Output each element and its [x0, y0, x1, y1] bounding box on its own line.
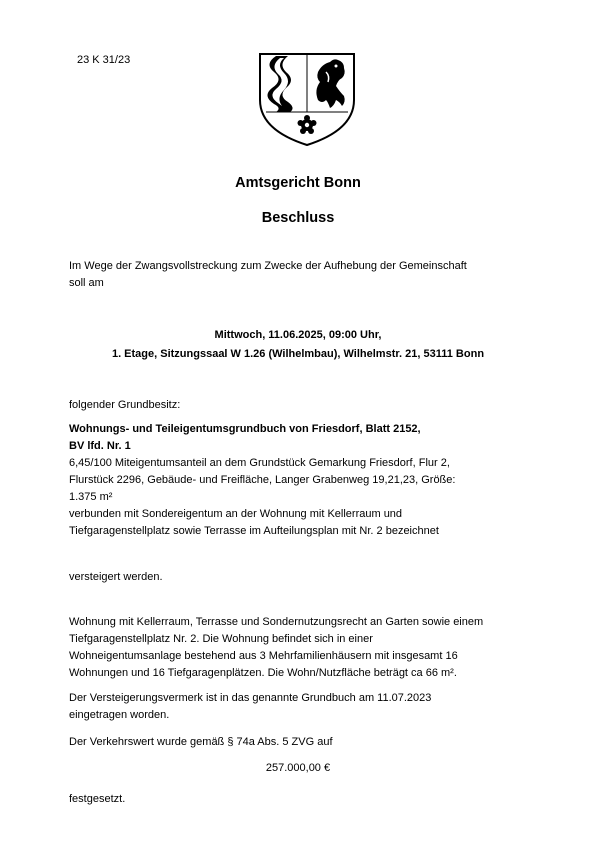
property-intro: folgender Grundbesitz: [69, 399, 181, 411]
details-line: Tiefgaragenstellplatz Nr. 2. Die Wohnung befindet sich in einer [69, 633, 373, 645]
details-line: Wohneigentumsanlage bestehend aus 3 Mehrfamilienhäusern mit insgesamt 16 [69, 650, 458, 662]
land-register-line: BV lfd. Nr. 1 [69, 440, 131, 452]
coat-of-arms-icon [256, 50, 358, 148]
property-description-line: 6,45/100 Miteigentumsanteil an dem Grundstück Gemarkung Friesdorf, Flur 2, [69, 457, 450, 469]
closing-statement: festgesetzt. [69, 793, 126, 805]
valuation-statement: Der Verkehrswert wurde gemäß § 74a Abs. 5 ZVG auf [69, 736, 333, 748]
court-name: Amtsgericht Bonn [235, 175, 361, 191]
property-block [69, 421, 539, 540]
land-register-line: Wohnungs- und Teileigentumsgrundbuch von Friesdorf, Blatt 2152, [69, 423, 421, 435]
registration-line: eingetragen worden. [69, 709, 170, 721]
document-title: Beschluss [261, 210, 335, 226]
property-description-line: Tiefgaragenstellplatz sowie Terrasse im Aufteilungsplan mit Nr. 2 bezeichnet [69, 525, 439, 537]
property-description-line: verbunden mit Sondereigentum an der Wohnung mit Kellerraum und [69, 508, 403, 520]
intro-line: soll am [69, 277, 104, 289]
docket-number: 23 K 31/23 [77, 54, 131, 66]
property-description-line: Flurstück 2296, Gebäude- und Freifläche, Langer Grabenweg 19,21,23, Größe: [69, 474, 456, 486]
registration-paragraph [69, 690, 539, 724]
registration-line: Der Versteigerungsvermerk ist in das genannte Grundbuch am 11.07.2023 [69, 692, 432, 704]
appointment-block [0, 326, 596, 364]
details-paragraph [69, 614, 539, 682]
intro-line: Im Wege der Zwangsvollstreckung zum Zwecke der Aufhebung der Gemeinschaft [69, 260, 467, 272]
property-description-line: 1.375 m² [69, 491, 113, 503]
intro-paragraph [69, 258, 539, 292]
appointment-location: 1. Etage, Sitzungssaal W 1.26 (Wilhelmbau), Wilhelmstr. 21, 53111 Bonn [111, 348, 485, 360]
appointment-datetime: Mittwoch, 11.06.2025, 09:00 Uhr, [214, 329, 382, 341]
details-line: Wohnung mit Kellerraum, Terrasse und Sondernutzungsrecht an Garten sowie einem [69, 616, 484, 628]
details-line: Wohnungen und 16 Tiefgaragenplätzen. Die Wohn/Nutzfläche beträgt ca 66 m². [69, 667, 457, 679]
auction-statement: versteigert werden. [69, 571, 163, 583]
market-value-amount: 257.000,00 € [265, 762, 331, 774]
